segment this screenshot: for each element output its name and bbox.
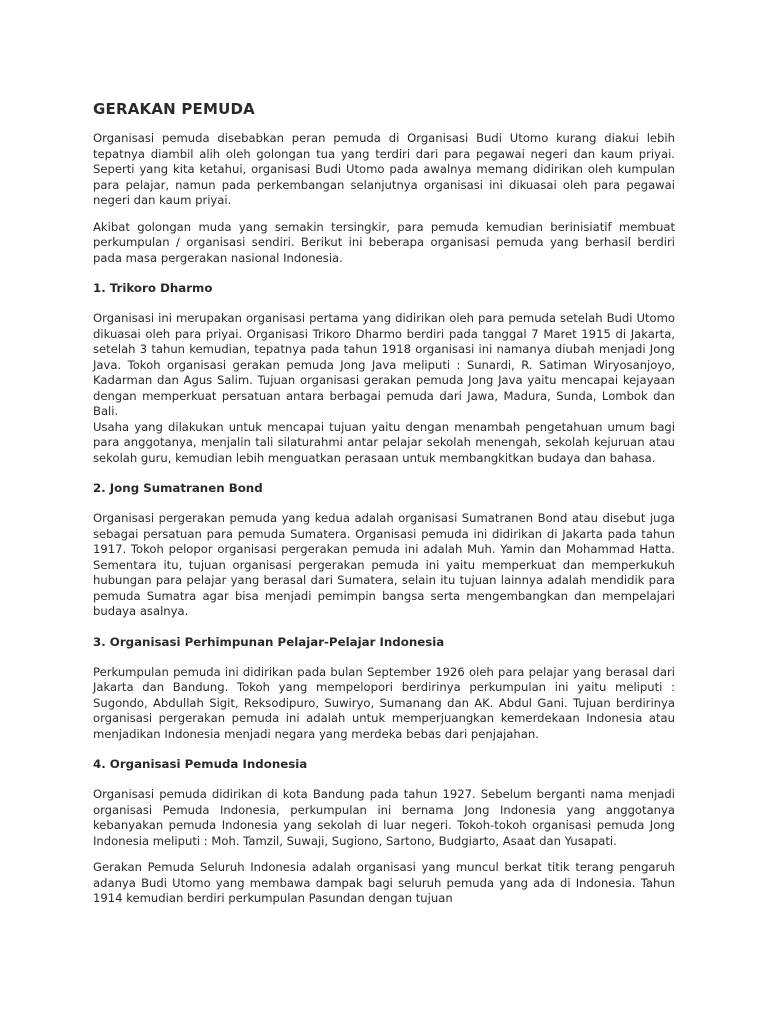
- section-paragraph: Organisasi pergerakan pemuda yang kedua adalah organisasi Sumatranen Bond atau disebut juga sebagai persatuan para pemuda Sumatera. Organisasi pemuda ini didirikan di Jakarta pada tahun 1917. Tokoh pelopor organisasi pergerakan pemuda ini adalah Muh. Yamin dan Mohammad Hatta. Sementara itu, tujuan organisasi pergerakan pemuda ini yaitu memperkuat dan memperkukuh hubungan para pelajar yang berasal dari Sumatera, selain itu tujuan lainnya adalah mendidik para pemuda Sumatra agar bisa menjadi pemimpin bangsa serta mengembangkan dan mempelajari budaya asalnya.: [93, 511, 675, 618]
- section-paragraph: Organisasi ini merupakan organisasi pertama yang didirikan oleh para pemuda setelah Budi Utomo dikuasai oleh para priyai. Organisasi Trikoro Dharmo berdiri pada tanggal 7 Maret 1915 di Jakarta, setelah 3 tahun kemudian, tepatnya pada tahun 1918 organisasi ini namanya diubah menjadi Jong Java. Tokoh organisasi gerakan pemuda Jong Java meliputi : Sunardi, R. Satiman Wiryosanjoyo, Kadarman dan Agus Salim. Tujuan organisasi gerakan pemuda Jong Java yaitu mencapai kejayaan dengan memperkuat persatuan antara berbagai pemuda dari Jawa, Madura, Sunda, Lombok dan Bali.: [93, 311, 675, 418]
- intro-paragraph-1: Organisasi pemuda disebabkan peran pemuda di Organisasi Budi Utomo kurang diakui lebih tepatnya diambil alih oleh golongan tua yang terdiri dari para pegawai negeri dan kaum priyai. Seperti yang kita ketahui, organisasi Budi Utomo pada awalnya memang didirikan oleh kumpulan para pelajar, namun pada perkembangan selanjutnya organisasi ini dikuasai oleh para pegawai negeri dan kaum priyai.: [93, 131, 675, 207]
- section-heading-trikoro-dharmo: 1. Trikoro Dharmo: [93, 281, 213, 295]
- section-heading-jong-sumatranen-bond: 2. Jong Sumatranen Bond: [93, 481, 263, 495]
- section-paragraph: Usaha yang dilakukan untuk mencapai tujuan yaitu dengan menambah pengetahuan umum bagi para anggotanya, menjalin tali silaturahmi antar pelajar sekolah menengah, sekolah kejuruan atau sekolah guru, kemudian lebih menguatkan perasaan untuk membangkitkan budaya dan bahasa.: [93, 419, 675, 465]
- intro-paragraph-2: Akibat golongan muda yang semakin tersingkir, para pemuda kemudian berinisiatif membuat perkumpulan / organisasi sendiri. Berikut ini beberapa organisasi pemuda yang berhasil berdiri pada masa pergerakan nasional Indonesia.: [93, 219, 675, 265]
- document-title: GERAKAN PEMUDA: [93, 100, 255, 118]
- section-heading-ppi: 3. Organisasi Perhimpunan Pelajar-Pelajar Indonesia: [93, 634, 445, 649]
- section-paragraph: Perkumpulan pemuda ini didirikan pada bulan September 1926 oleh para pelajar yang berasal dari Jakarta dan Bandung. Tokoh yang mempelopori berdirinya perkumpulan ini yaitu meliputi : Sugondo, Abdullah Sigit, Reksodipuro, Suwiryo, Sumanang dan AK. Abdul Gani. Tujuan berdirinya organisasi pergerakan pemuda ini adalah untuk memperjuangkan kemerdekaan Indonesia atau menjadikan Indonesia menjadi negara yang merdeka bebas dari penjajahan.: [93, 664, 675, 741]
- section-paragraph: Gerakan Pemuda Seluruh Indonesia adalah organisasi yang muncul berkat titik terang pengaruh adanya Budi Utomo yang membawa dampak bagi seluruh pemuda yang ada di Indonesia. Tahun 1914 kemudian berdiri perkumpulan Pasundan dengan tujuan: [93, 860, 675, 905]
- document-page: [93, 100, 675, 918]
- section-heading-pemuda-indonesia: 4. Organisasi Pemuda Indonesia: [93, 757, 308, 771]
- section-paragraph: Organisasi pemuda didirikan di kota Bandung pada tahun 1927. Sebelum berganti nama menjadi organisasi Pemuda Indonesia, perkumpulan ini bernama Jong Indonesia yang anggotanya kebanyakan pemuda Indonesia yang sekolah di luar negeri. Tokoh-tokoh organisasi pemuda Jong Indonesia meliputi : Moh. Tamzil, Suwaji, Sugiono, Sartono, Budgiarto, Asaat dan Yusapati.: [93, 787, 675, 848]
